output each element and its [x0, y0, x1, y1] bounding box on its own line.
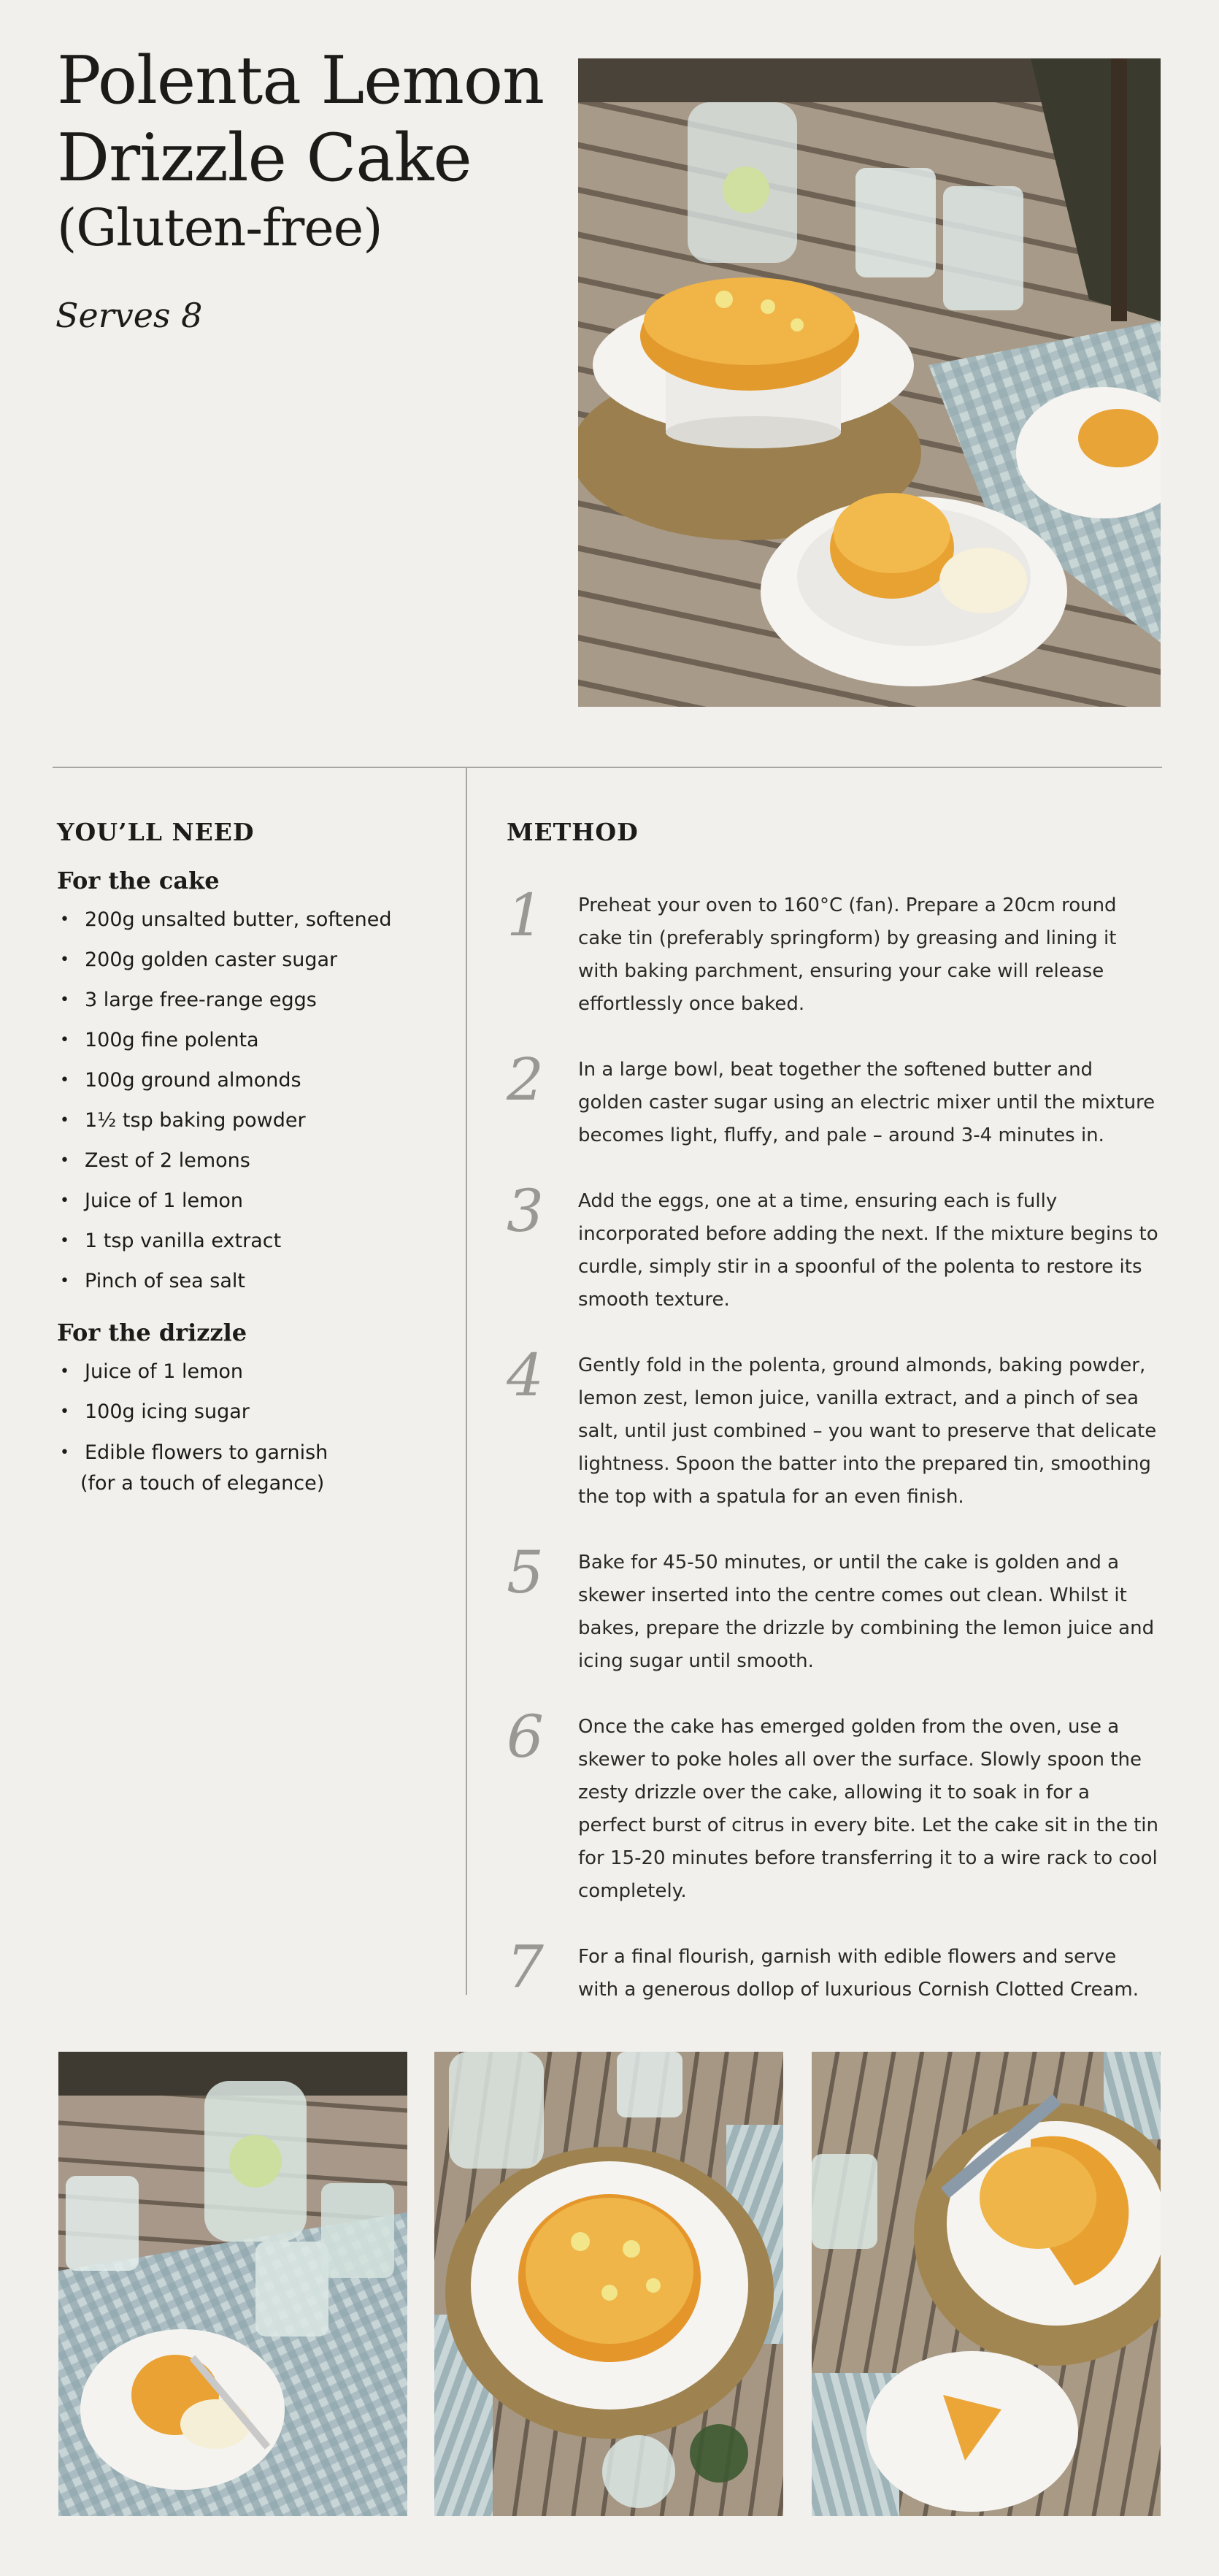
- step-text: Bake for 45-50 minutes, or until the cake is golden and a skewer inserted into the centre comes out clean. Whilst it bakes, prepare the drizzle by combining the lemon juice and icing sugar until smooth.: [578, 1552, 1155, 1672]
- list-item: • Pinch of sea salt: [57, 1267, 437, 1296]
- step-number: 4: [507, 1341, 544, 1409]
- recipe-subtitle: (Gluten-free): [57, 198, 382, 258]
- list-item: • 200g unsalted butter, softened: [57, 905, 437, 935]
- method-heading: METHOD: [507, 818, 639, 846]
- drizzle-ingredients-list: [57, 1357, 437, 1499]
- serving-photo-left: [58, 2052, 407, 2516]
- drizzle-ingredients-heading: For the drizzle: [57, 1319, 247, 1346]
- step-number: 1: [507, 881, 544, 949]
- step-text: Gently fold in the polenta, ground almonds, baking powder, lemon zest, lemon juice, vanilla extract, and a pinch of sea salt, until just combined – you want to preserve that delicate lightness. Spoon the batter into the prepared tin, smoothing the top with a spatula for an even finish.: [578, 1354, 1157, 1508]
- method-section: [507, 816, 1164, 2001]
- cake-ingredients-list: [57, 905, 437, 1296]
- step-text: Preheat your oven to 160°C (fan). Prepare a 20cm round cake tin (preferably springform) by greasing and lining it with baking parchment, ensuring your cake will release effortlessly once baked.: [578, 894, 1117, 1015]
- step-number: 5: [507, 1538, 544, 1606]
- title-line-2: Drizzle Cake: [57, 120, 472, 196]
- list-item: • 3 large free-range eggs: [57, 986, 437, 1015]
- hero-photo: [578, 58, 1161, 707]
- ingredients-section: [57, 816, 437, 1510]
- step-text: In a large bowl, beat together the softened butter and golden caster sugar using an electric mixer until the mixture becomes light, fluffy, and pale – around 3-4 minutes in.: [578, 1059, 1155, 1146]
- list-item: • 1 tsp vanilla extract: [57, 1227, 437, 1256]
- step-number: 6: [507, 1703, 544, 1771]
- cake-ingredients-heading: For the cake: [57, 867, 220, 894]
- list-item: • 100g ground almonds: [57, 1066, 437, 1095]
- list-item-text: Edible flowers to garnish: [85, 1441, 328, 1464]
- list-item-continuation: (for a touch of elegance): [80, 1472, 325, 1495]
- list-item: • 100g icing sugar: [57, 1398, 437, 1427]
- list-item: • 100g fine polenta: [57, 1026, 437, 1055]
- list-item: • Juice of 1 lemon: [57, 1187, 437, 1216]
- step-number: 7: [507, 1933, 544, 2001]
- step-text: Add the eggs, one at a time, ensuring each is fully incorporated before adding the next. If the mixture begins to curdle, simply stir in a spoonful of the polenta to restore its smooth texture.: [578, 1190, 1158, 1311]
- column-divider: [466, 768, 467, 1995]
- serves-count: Serves 8: [55, 296, 203, 335]
- list-item: [57, 1438, 437, 1499]
- step-number: 3: [507, 1177, 544, 1245]
- ingredients-heading: YOU’LL NEED: [57, 818, 255, 846]
- list-item: • Juice of 1 lemon: [57, 1357, 437, 1387]
- step-number: 2: [507, 1046, 544, 1113]
- whole-cake-photo: [434, 2052, 783, 2516]
- title-line-1: Polenta Lemon: [57, 42, 545, 119]
- sliced-cake-photo: [812, 2052, 1161, 2516]
- list-item: • 200g golden caster sugar: [57, 946, 437, 975]
- step-text: Once the cake has emerged golden from the oven, use a skewer to poke holes all over the surface. Slowly spoon the zesty drizzle over the cake, allowing it to soak in for a perfect burst of citrus in every bite. Let the cake sit in the tin for 15-20 minutes before transferring it to a wire rack to cool completely.: [578, 1716, 1158, 1902]
- recipe-title: [57, 42, 553, 197]
- section-divider: [53, 767, 1162, 768]
- step-text: For a final flourish, garnish with edible flowers and serve with a generous dollop of luxurious Cornish Clotted Cream.: [578, 1946, 1139, 2001]
- list-item: • Zest of 2 lemons: [57, 1146, 437, 1176]
- list-item: • 1½ tsp baking powder: [57, 1106, 437, 1135]
